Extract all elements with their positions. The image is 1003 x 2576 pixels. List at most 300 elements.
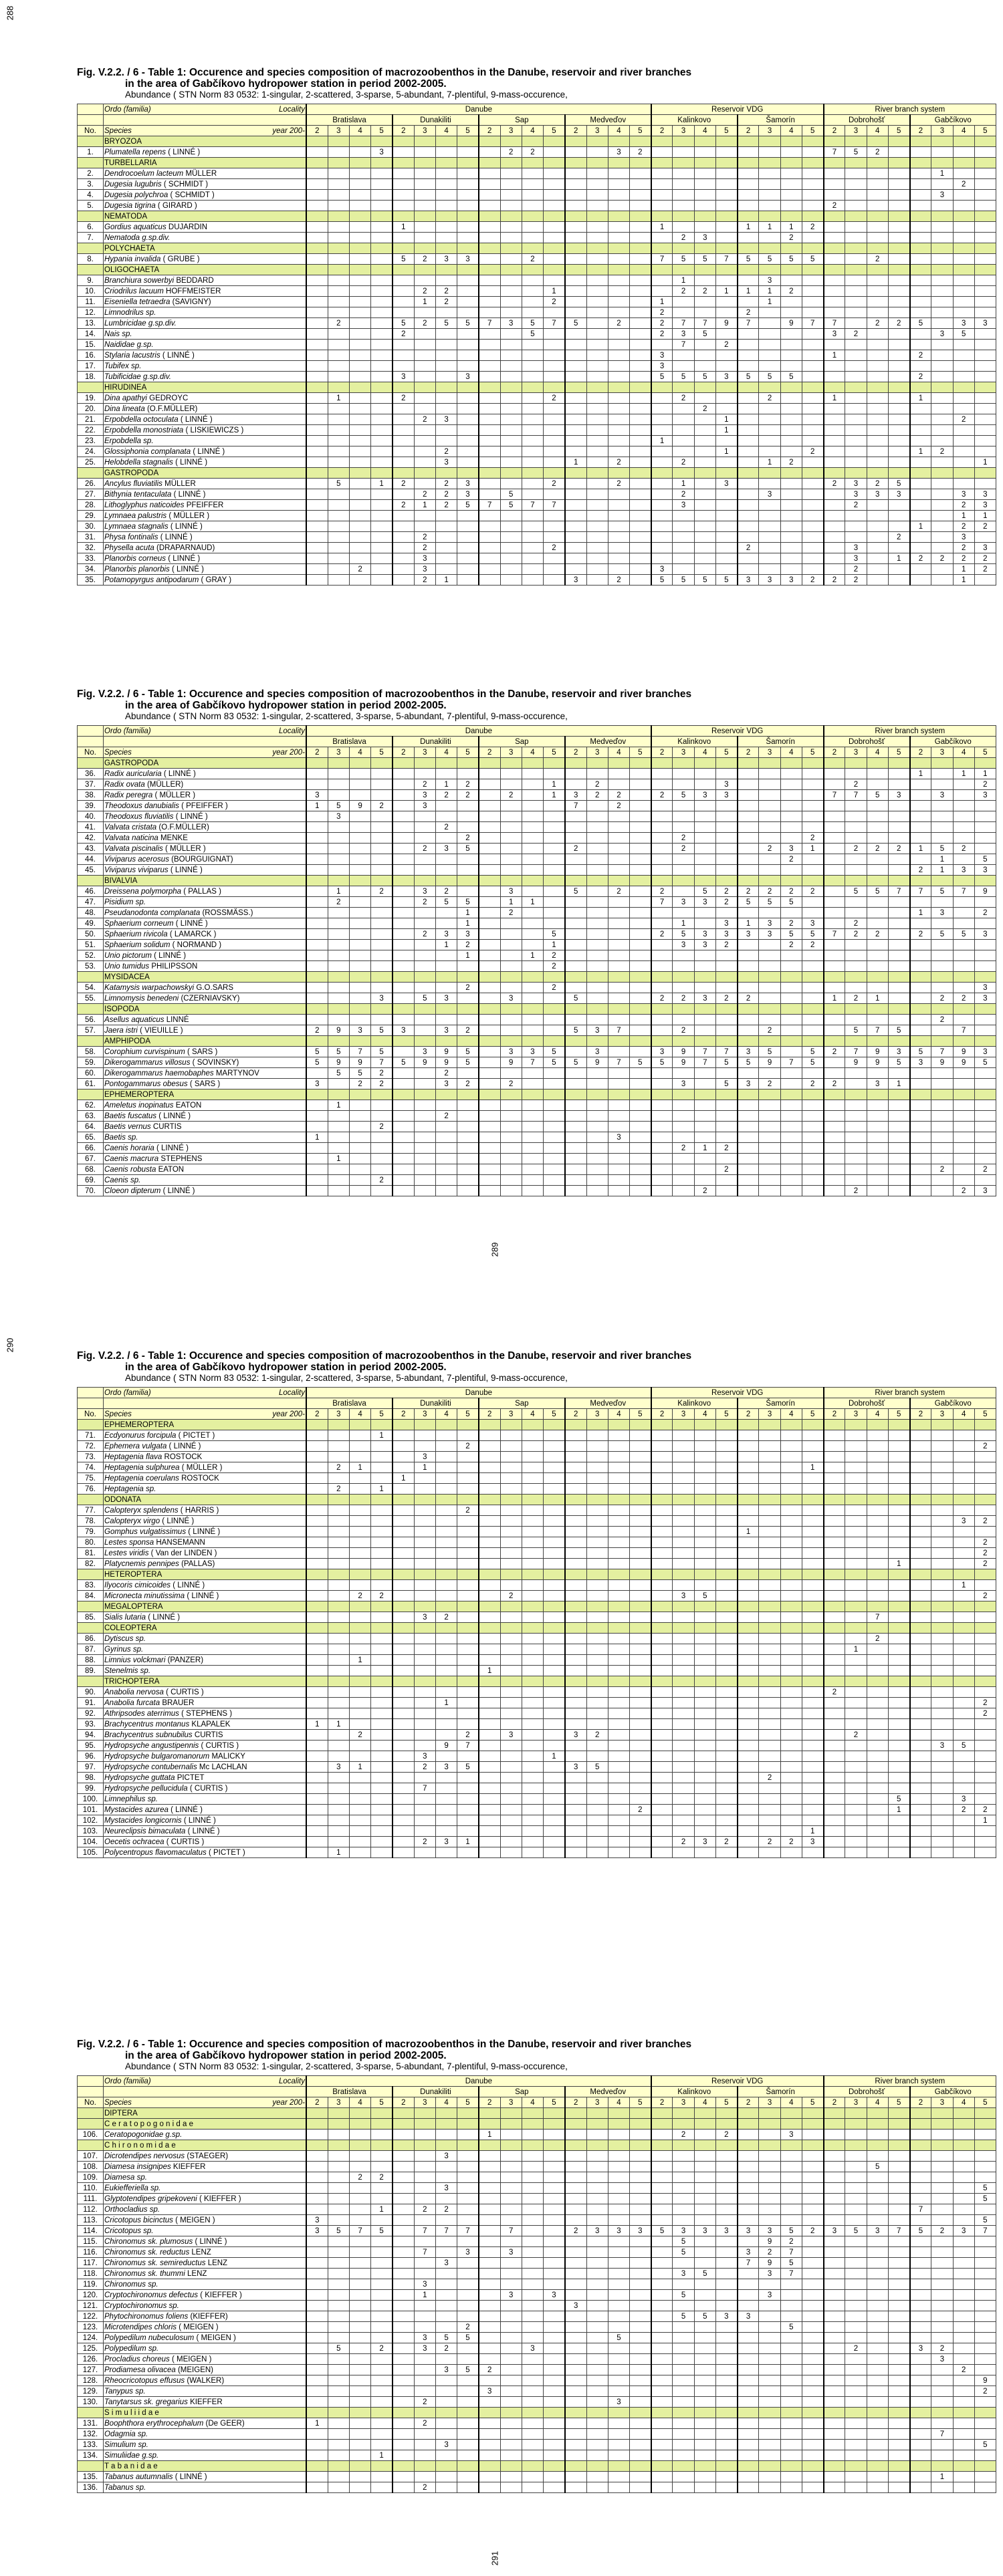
abundance-cell — [867, 1741, 888, 1751]
abundance-cell — [457, 575, 479, 586]
group-cell — [328, 211, 349, 222]
species-cell — [104, 1516, 307, 1527]
abundance-cell — [393, 297, 414, 307]
abundance-cell — [694, 1612, 715, 1623]
abundance-cell — [371, 286, 393, 297]
abundance-cell — [953, 222, 974, 233]
abundance-cell — [565, 1666, 586, 1676]
abundance-cell — [479, 201, 500, 211]
abundance-cell: 1 — [414, 1462, 435, 1473]
abundance-cell — [673, 201, 694, 211]
year-header: 4 — [953, 747, 974, 758]
abundance-cell — [522, 1666, 543, 1676]
abundance-cell — [845, 1143, 867, 1154]
abundance-cell — [479, 940, 500, 950]
abundance-cell — [479, 897, 500, 908]
abundance-cell — [824, 457, 845, 468]
abundance-cell — [802, 201, 823, 211]
abundance-cell — [780, 1773, 802, 1783]
abundance-cell — [565, 521, 586, 532]
row-number: 45. — [78, 865, 104, 876]
abundance-cell — [845, 1111, 867, 1122]
abundance-cell — [371, 769, 393, 779]
abundance-cell — [522, 1687, 543, 1698]
abundance-cell — [738, 1708, 759, 1719]
abundance-cell: 5 — [500, 500, 522, 511]
species-cell — [104, 564, 307, 575]
abundance-cell — [349, 425, 370, 436]
abundance-cell — [974, 307, 996, 318]
abundance-cell: 2 — [435, 479, 457, 489]
abundance-cell — [393, 1580, 414, 1591]
abundance-cell — [738, 1773, 759, 1783]
abundance-cell — [435, 1751, 457, 1762]
group-cell — [824, 876, 845, 886]
abundance-cell — [931, 1773, 953, 1783]
abundance-cell — [328, 275, 349, 286]
table-row — [78, 822, 996, 833]
abundance-cell — [479, 1484, 500, 1495]
year-header: 3 — [414, 1409, 435, 1420]
header-row — [78, 1409, 996, 1420]
abundance-cell — [738, 1783, 759, 1794]
abundance-cell — [608, 190, 629, 201]
abundance-cell — [867, 201, 888, 211]
abundance-cell — [371, 179, 393, 190]
group-label: DIPTERA — [104, 2108, 307, 2119]
abundance-cell — [694, 811, 715, 822]
abundance-cell — [931, 564, 953, 575]
abundance-cell — [910, 1655, 931, 1666]
year-header: 4 — [780, 126, 802, 136]
abundance-cell — [953, 1100, 974, 1111]
abundance-cell — [651, 2151, 673, 2162]
abundance-cell: 5 — [759, 254, 780, 265]
group-cell — [974, 158, 996, 168]
abundance-cell: 5 — [393, 1057, 414, 1068]
abundance-cell — [910, 168, 931, 179]
abundance-cell — [910, 575, 931, 586]
abundance-cell — [910, 457, 931, 468]
group-cell — [931, 1036, 953, 1047]
abundance-cell — [586, 1655, 608, 1666]
locality-header: Bratislava — [306, 2087, 393, 2097]
group-cell — [802, 758, 823, 769]
abundance-cell — [435, 436, 457, 446]
abundance-cell — [306, 822, 328, 833]
abundance-cell — [715, 950, 737, 961]
abundance-cell — [371, 393, 393, 404]
abundance-cell — [435, 854, 457, 865]
abundance-cell: 3 — [931, 790, 953, 801]
group-label: COLEOPTERA — [104, 1623, 307, 1634]
abundance-cell — [630, 1068, 651, 1079]
abundance-cell — [824, 1794, 845, 1805]
group-cell — [738, 876, 759, 886]
group-cell — [802, 211, 823, 222]
abundance-cell: 1 — [544, 1751, 565, 1762]
abundance-cell: 3 — [435, 414, 457, 425]
abundance-cell — [328, 2162, 349, 2172]
abundance-cell — [414, 1580, 435, 1591]
abundance-cell — [694, 865, 715, 876]
abundance-cell — [608, 222, 629, 233]
header-ordo-cell — [104, 2076, 307, 2087]
locality-header: Šamorín — [738, 1398, 824, 1409]
abundance-cell: 7 — [522, 1057, 543, 1068]
abundance-cell — [630, 1154, 651, 1164]
header-ordo-cell — [104, 1388, 307, 1398]
abundance-cell — [608, 2162, 629, 2172]
group-cell — [328, 1495, 349, 1505]
header-cell — [78, 2076, 104, 2087]
abundance-cell — [586, 1719, 608, 1730]
species-author: ( LINNÉ ) — [162, 351, 195, 360]
abundance-cell — [565, 865, 586, 876]
abundance-cell — [328, 993, 349, 1004]
abundance-cell — [630, 532, 651, 543]
group-row — [78, 2119, 996, 2130]
group-cell — [328, 758, 349, 769]
abundance-cell — [715, 1462, 737, 1473]
abundance-cell — [630, 1516, 651, 1527]
group-cell — [738, 2140, 759, 2151]
abundance-cell — [306, 983, 328, 993]
abundance-cell — [544, 372, 565, 382]
species-author: ( CURTIS ) — [201, 1741, 239, 1750]
abundance-cell — [544, 1559, 565, 1569]
group-cell — [565, 1089, 586, 1100]
abundance-cell: 1 — [479, 2130, 500, 2140]
abundance-cell — [608, 1559, 629, 1569]
abundance-cell — [694, 769, 715, 779]
species-author: ( LINNÉ ) — [169, 1442, 201, 1450]
abundance-cell — [586, 275, 608, 286]
abundance-cell — [845, 2130, 867, 2140]
abundance-cell — [802, 1815, 823, 1826]
abundance-cell — [867, 511, 888, 521]
group-cell — [953, 972, 974, 983]
abundance-cell: 2 — [931, 993, 953, 1004]
abundance-cell — [694, 1730, 715, 1741]
group-cell — [435, 2140, 457, 2151]
abundance-cell — [694, 168, 715, 179]
abundance-cell — [802, 1143, 823, 1154]
abundance-cell — [867, 307, 888, 318]
abundance-cell: 3 — [694, 993, 715, 1004]
abundance-cell — [306, 553, 328, 564]
abundance-cell — [802, 1154, 823, 1164]
abundance-cell: 3 — [414, 1452, 435, 1462]
abundance-cell: 1 — [759, 297, 780, 307]
abundance-cell: 1 — [931, 168, 953, 179]
abundance-cell — [586, 886, 608, 897]
year-header: 4 — [867, 1409, 888, 1420]
abundance-cell — [586, 575, 608, 586]
abundance-cell — [349, 1805, 370, 1815]
abundance-cell: 5 — [651, 1057, 673, 1068]
abundance-cell — [867, 854, 888, 865]
abundance-cell — [953, 1698, 974, 1708]
group-cell — [867, 2119, 888, 2130]
group-cell — [414, 136, 435, 147]
abundance-cell — [393, 1762, 414, 1773]
abundance-cell — [328, 908, 349, 918]
abundance-cell — [780, 1484, 802, 1495]
group-cell — [802, 136, 823, 147]
abundance-cell — [802, 436, 823, 446]
abundance-cell: 1 — [522, 950, 543, 961]
group-cell — [759, 468, 780, 479]
abundance-cell — [435, 233, 457, 243]
abundance-cell — [306, 1100, 328, 1111]
abundance-cell — [651, 168, 673, 179]
abundance-cell — [586, 553, 608, 564]
abundance-cell — [673, 179, 694, 190]
abundance-cell — [500, 436, 522, 446]
abundance-cell: 3 — [953, 532, 974, 543]
abundance-cell — [544, 865, 565, 876]
abundance-cell — [586, 457, 608, 468]
abundance-cell: 5 — [306, 1057, 328, 1068]
abundance-cell — [457, 1122, 479, 1132]
abundance-cell — [371, 543, 393, 553]
abundance-cell — [931, 275, 953, 286]
abundance-cell — [802, 1783, 823, 1794]
abundance-cell — [780, 1047, 802, 1057]
abundance-cell: 3 — [457, 489, 479, 500]
abundance-cell: 1 — [715, 414, 737, 425]
year-header: 5 — [888, 1409, 909, 1420]
abundance-cell — [759, 1708, 780, 1719]
abundance-cell — [586, 1100, 608, 1111]
abundance-cell — [371, 1837, 393, 1847]
abundance-cell: 1 — [414, 297, 435, 307]
abundance-cell — [586, 329, 608, 340]
abundance-cell — [738, 1826, 759, 1837]
abundance-cell — [780, 1666, 802, 1676]
abundance-cell — [457, 2151, 479, 2162]
abundance-cell — [500, 340, 522, 350]
abundance-cell: 1 — [953, 564, 974, 575]
abundance-cell — [931, 1111, 953, 1122]
group-cell — [888, 2140, 909, 2151]
abundance-cell — [586, 1516, 608, 1527]
abundance-cell — [586, 961, 608, 972]
group-label: AMPHIPODA — [104, 1036, 307, 1047]
abundance-cell — [371, 1741, 393, 1751]
group-cell — [479, 1623, 500, 1634]
abundance-cell — [586, 1548, 608, 1559]
abundance-cell — [608, 489, 629, 500]
group-cell — [78, 1495, 104, 1505]
abundance-cell — [306, 489, 328, 500]
abundance-cell — [802, 1773, 823, 1783]
abundance-cell — [694, 1516, 715, 1527]
abundance-cell — [867, 865, 888, 876]
group-cell — [931, 1569, 953, 1580]
group-cell — [715, 1089, 737, 1100]
abundance-cell: 2 — [738, 307, 759, 318]
abundance-cell: 2 — [974, 1805, 996, 1815]
abundance-cell — [328, 854, 349, 865]
species-cell — [104, 2151, 307, 2162]
abundance-cell — [953, 1826, 974, 1837]
abundance-cell — [802, 286, 823, 297]
abundance-cell — [780, 1815, 802, 1826]
row-number: 96. — [78, 1751, 104, 1762]
species-name: Ephemera vulgata — [104, 1442, 167, 1450]
abundance-cell — [910, 190, 931, 201]
species-cell — [104, 1068, 307, 1079]
abundance-cell — [457, 275, 479, 286]
species-label: Species — [104, 1410, 132, 1418]
group-cell — [953, 2108, 974, 2119]
group-cell — [479, 1036, 500, 1047]
abundance-cell — [780, 553, 802, 564]
abundance-cell — [694, 1805, 715, 1815]
abundance-cell — [974, 1154, 996, 1164]
abundance-cell — [457, 201, 479, 211]
abundance-cell — [522, 1015, 543, 1025]
abundance-cell — [565, 1527, 586, 1537]
group-cell — [630, 2140, 651, 2151]
group-cell — [78, 1569, 104, 1580]
group-cell — [953, 1569, 974, 1580]
abundance-cell — [673, 1154, 694, 1164]
abundance-cell — [694, 1773, 715, 1783]
row-number: 1. — [78, 147, 104, 158]
abundance-cell — [608, 1719, 629, 1730]
abundance-cell — [586, 479, 608, 489]
table-row — [78, 811, 996, 822]
abundance-cell — [522, 489, 543, 500]
year-header: 3 — [759, 747, 780, 758]
abundance-cell — [349, 414, 370, 425]
abundance-cell — [500, 1175, 522, 1186]
abundance-cell: 1 — [457, 908, 479, 918]
abundance-cell — [349, 929, 370, 940]
abundance-cell — [888, 511, 909, 521]
species-author: EATON — [175, 1101, 202, 1110]
group-cell — [845, 1004, 867, 1015]
abundance-cell — [414, 1559, 435, 1569]
group-cell — [500, 265, 522, 275]
locality-header: Dunakiliti — [393, 737, 479, 747]
locality-header: Gabčíkovo — [910, 737, 996, 747]
abundance-cell — [651, 1452, 673, 1462]
species-cell — [104, 993, 307, 1004]
abundance-cell — [694, 1655, 715, 1666]
abundance-cell — [673, 1847, 694, 1858]
abundance-cell — [780, 1751, 802, 1762]
species-name: Stenelmis sp. — [104, 1666, 151, 1675]
group-cell — [824, 211, 845, 222]
abundance-cell: 2 — [457, 1025, 479, 1036]
abundance-cell — [824, 1100, 845, 1111]
locality-header: Dobrohošť — [824, 115, 910, 126]
table-row — [78, 779, 996, 790]
abundance-cell — [544, 147, 565, 158]
group-cell — [845, 876, 867, 886]
group-cell — [435, 972, 457, 983]
abundance-cell: 5 — [694, 575, 715, 586]
abundance-cell — [630, 1122, 651, 1132]
abundance-cell — [435, 168, 457, 179]
abundance-cell: 5 — [694, 329, 715, 340]
abundance-cell — [630, 350, 651, 361]
abundance-cell — [544, 1837, 565, 1847]
abundance-cell — [393, 350, 414, 361]
abundance-cell — [824, 1783, 845, 1794]
species-cell — [104, 1057, 307, 1068]
abundance-cell — [393, 2130, 414, 2140]
abundance-cell: 5 — [694, 1591, 715, 1601]
table-row — [78, 1815, 996, 1826]
species-cell — [104, 1559, 307, 1569]
abundance-cell — [953, 1559, 974, 1569]
group-cell — [435, 1089, 457, 1100]
group-cell — [759, 1676, 780, 1687]
abundance-cell — [694, 1473, 715, 1484]
abundance-cell — [328, 222, 349, 233]
abundance-cell — [715, 147, 737, 158]
abundance-cell — [393, 801, 414, 811]
abundance-cell — [393, 769, 414, 779]
abundance-cell — [349, 1815, 370, 1826]
abundance-cell — [738, 1132, 759, 1143]
group-cell — [651, 2119, 673, 2130]
abundance-cell: 2 — [522, 147, 543, 158]
group-cell — [544, 1623, 565, 1634]
group-cell — [694, 136, 715, 147]
species-name: Unio tumidus — [104, 962, 150, 971]
group-cell — [974, 758, 996, 769]
species-cell — [104, 1762, 307, 1773]
abundance-cell — [931, 147, 953, 158]
species-author: ( SCHMIDT ) — [163, 180, 209, 188]
locality-header: Šamorín — [738, 2087, 824, 2097]
abundance-cell — [867, 1559, 888, 1569]
abundance-cell: 2 — [435, 1068, 457, 1079]
abundance-cell — [565, 897, 586, 908]
year-header: 2 — [565, 2097, 586, 2108]
abundance-cell — [457, 1516, 479, 1527]
abundance-cell: 2 — [673, 993, 694, 1004]
row-number: 67. — [78, 1154, 104, 1164]
species-name: Lestes viridis — [104, 1549, 149, 1557]
year-header: 2 — [824, 747, 845, 758]
abundance-cell: 2 — [824, 201, 845, 211]
group-cell — [393, 758, 414, 769]
group-cell — [738, 758, 759, 769]
abundance-cell — [974, 1762, 996, 1773]
abundance-cell — [824, 950, 845, 961]
group-cell — [544, 972, 565, 983]
abundance-cell: 5 — [565, 993, 586, 1004]
abundance-cell: 2 — [371, 1122, 393, 1132]
abundance-cell — [630, 1783, 651, 1794]
abundance-cell: 5 — [867, 790, 888, 801]
abundance-cell — [544, 1762, 565, 1773]
abundance-cell: 5 — [715, 1079, 737, 1089]
abundance-cell — [867, 1698, 888, 1708]
abundance-cell — [349, 854, 370, 865]
abundance-cell — [738, 769, 759, 779]
abundance-cell — [780, 950, 802, 961]
group-cell — [867, 1601, 888, 1612]
abundance-cell — [608, 361, 629, 372]
